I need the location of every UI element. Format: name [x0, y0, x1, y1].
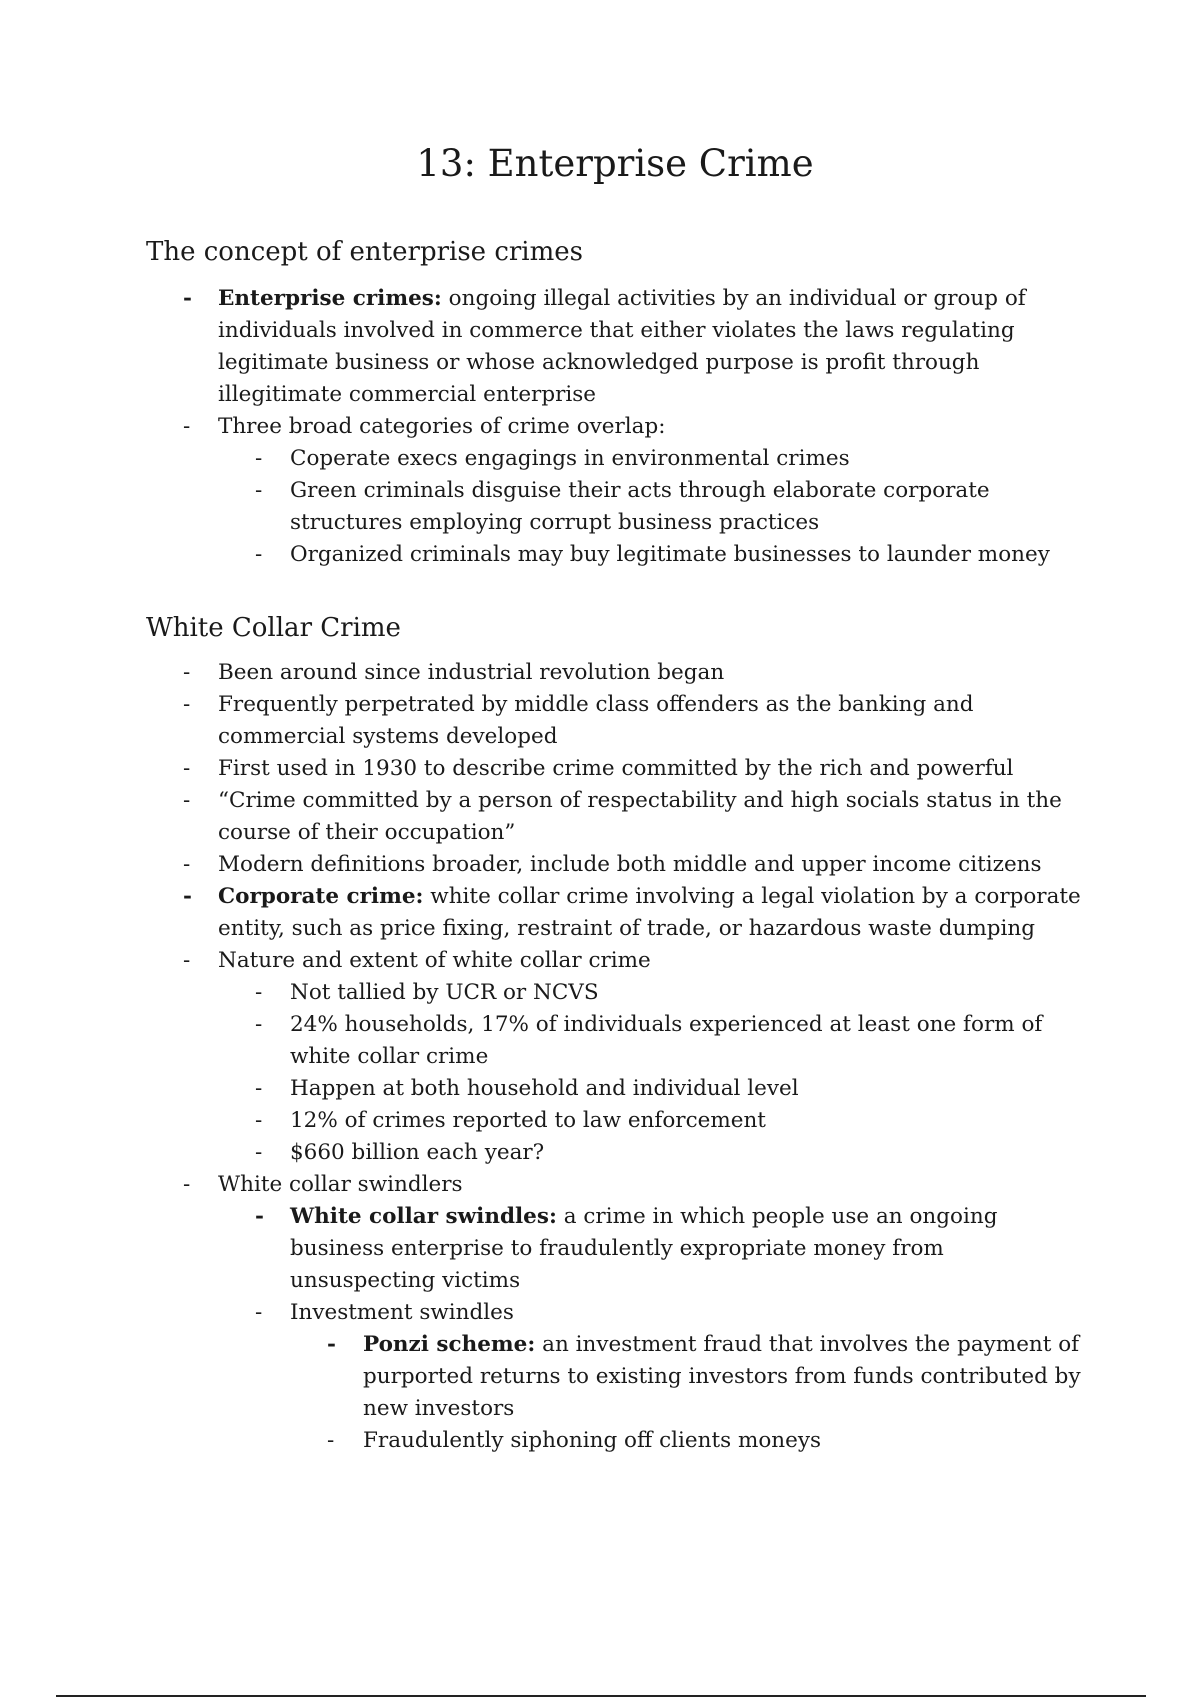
bullet-text: Frequently perpetrated by middle class offenders as the banking and commercial systems developed	[218, 692, 974, 749]
list-item	[0, 977, 1200, 1009]
bullet-dash: -	[183, 692, 191, 717]
section-heading-concept: The concept of enterprise crimes	[146, 237, 584, 267]
list-item	[0, 753, 1200, 785]
list-item	[0, 1329, 1200, 1425]
bullet-text: First used in 1930 to describe crime committed by the rich and powerful	[218, 756, 1014, 781]
bullet-dash: -	[183, 286, 192, 311]
bullet-dash: -	[255, 1108, 263, 1133]
nature-item: Happen at both household and individual level	[290, 1076, 799, 1101]
bullet-dash: -	[255, 478, 263, 503]
section-heading-white-collar: White Collar Crime	[146, 613, 401, 643]
list-item	[0, 475, 1200, 539]
nature-item: Not tallied by UCR or NCVS	[290, 980, 599, 1005]
list-item	[0, 283, 1200, 411]
bullet-dash: -	[183, 756, 191, 781]
bullet-dash: -	[183, 948, 191, 973]
investment-heading: Investment swindles	[290, 1300, 514, 1325]
bullet-dash: -	[255, 542, 263, 567]
list-item	[0, 1009, 1200, 1073]
list-item	[0, 945, 1200, 977]
document-title: 13: Enterprise Crime	[416, 142, 814, 185]
term-enterprise-crimes: Enterprise crimes:	[218, 286, 442, 311]
bullet-dash: -	[255, 980, 263, 1005]
bullet-dash: -	[183, 884, 192, 909]
bullet-dash: -	[183, 852, 191, 877]
bullet-dash: -	[255, 1140, 263, 1165]
bullet-dash: -	[327, 1332, 336, 1357]
term-corporate-crime: Corporate crime:	[218, 884, 424, 909]
bullet-dash: -	[255, 1012, 263, 1037]
list-item	[0, 1137, 1200, 1169]
bullet-dash: -	[183, 1172, 191, 1197]
bullet-dash: -	[183, 660, 191, 685]
list-item	[0, 1169, 1200, 1201]
siphoning-item: Fraudulently siphoning off clients moneys	[363, 1428, 822, 1453]
overlap-item: Coperate execs engagings in environmental crimes	[290, 446, 850, 471]
white-collar-list	[0, 657, 1200, 1457]
bullet-text: Modern definitions broader, include both middle and upper income citizens	[218, 852, 1042, 877]
definition-white-collar-swindles: a crime in which people use an ongoing business enterprise to fraudulently expropriate money from unsuspecting victims	[290, 1204, 998, 1293]
overlap-item: Green criminals disguise their acts through elaborate corporate structures employing corrupt business practices	[290, 478, 990, 535]
list-item	[0, 785, 1200, 849]
page-bottom-rule	[56, 1695, 1146, 1697]
definition-enterprise-crimes: ongoing illegal activities by an individual or group of individuals involved in commerce that either violates the laws regulating legitimate business or whose acknowledged purpose is profit through illegitimate commercial enterprise	[218, 286, 1026, 407]
list-item	[0, 1297, 1200, 1329]
list-item	[0, 657, 1200, 689]
definition-ponzi-scheme: an investment fraud that involves the payment of purported returns to existing investors from funds contributed by new investors	[363, 1332, 1081, 1421]
bullet-dash: -	[183, 414, 191, 439]
list-item	[0, 689, 1200, 753]
bullet-dash: -	[327, 1428, 335, 1453]
nature-heading: Nature and extent of white collar crime	[218, 948, 651, 973]
term-white-collar-swindles: White collar swindles:	[290, 1204, 557, 1229]
list-item	[0, 1425, 1200, 1457]
list-item	[0, 1201, 1200, 1297]
nature-item: 24% households, 17% of individuals experienced at least one form of white collar crime	[290, 1012, 1043, 1069]
overlap-item: Organized criminals may buy legitimate businesses to launder money	[290, 542, 1050, 567]
overlap-intro: Three broad categories of crime overlap:	[218, 414, 666, 439]
list-item	[0, 411, 1200, 443]
bullet-dash: -	[183, 788, 191, 813]
bullet-text: “Crime committed by a person of respectability and high socials status in the course of their occupation”	[218, 788, 1062, 845]
definition-corporate-crime: white collar crime involving a legal violation by a corporate entity, such as price fixing, restraint of trade, or hazardous waste dumping	[218, 884, 1081, 941]
bullet-dash: -	[255, 1204, 264, 1229]
bullet-dash: -	[255, 1076, 263, 1101]
list-item	[0, 443, 1200, 475]
bullet-dash: -	[255, 446, 263, 471]
concept-list	[0, 283, 1200, 571]
list-item	[0, 539, 1200, 571]
term-ponzi-scheme: Ponzi scheme:	[363, 1332, 536, 1357]
bullet-dash: -	[255, 1300, 263, 1325]
list-item	[0, 881, 1200, 945]
list-item	[0, 849, 1200, 881]
bullet-text: Been around since industrial revolution began	[218, 660, 725, 685]
nature-item: 12% of crimes reported to law enforcement	[290, 1108, 766, 1133]
swindlers-heading: White collar swindlers	[218, 1172, 463, 1197]
nature-item: $660 billion each year?	[290, 1140, 545, 1165]
list-item	[0, 1105, 1200, 1137]
list-item	[0, 1073, 1200, 1105]
